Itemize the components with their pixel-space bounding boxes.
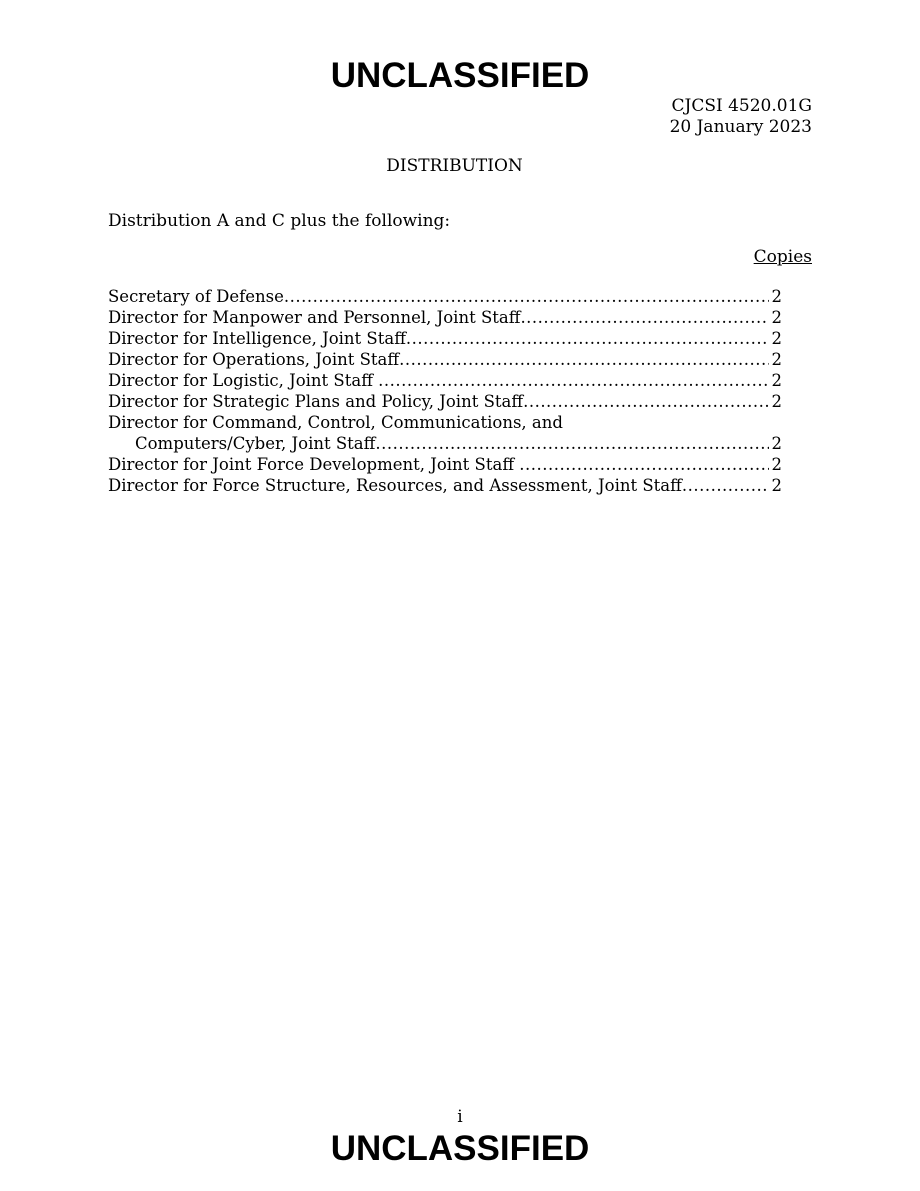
distribution-recipient: Secretary of Defense xyxy=(108,287,284,306)
distribution-row xyxy=(108,391,782,412)
classification-banner-top: UNCLASSIFIED xyxy=(330,56,590,95)
leader-dots xyxy=(520,307,768,328)
distribution-copies: 2 xyxy=(771,455,782,474)
distribution-copies: 2 xyxy=(771,350,782,369)
distribution-recipient: Director for Joint Force Development, Joint Staff xyxy=(108,455,520,474)
distribution-copies: 2 xyxy=(771,371,782,390)
distribution-recipient: Director for Operations, Joint Staff xyxy=(108,350,400,369)
distribution-recipient: Director for Strategic Plans and Policy, Joint Staff xyxy=(108,392,524,411)
distribution-recipient: Director for Intelligence, Joint Staff xyxy=(108,329,406,348)
document-number: CJCSI 4520.01G xyxy=(671,96,812,116)
distribution-recipient-line1: Director for Command, Control, Communications, and xyxy=(108,413,563,432)
distribution-row xyxy=(108,475,782,496)
distribution-recipient: Director for Logistic, Joint Staff xyxy=(108,371,379,390)
distribution-copies: 2 xyxy=(771,308,782,327)
distribution-recipient: Director for Force Structure, Resources, and Assessment, Joint Staff xyxy=(108,476,682,495)
leader-dots xyxy=(682,475,769,496)
distribution-copies: 2 xyxy=(771,329,782,348)
document-date: 20 January 2023 xyxy=(669,117,812,137)
distribution-intro: Distribution A and C plus the following: xyxy=(108,211,451,231)
leader-dots xyxy=(378,370,768,391)
distribution-row xyxy=(108,454,782,475)
leader-dots xyxy=(375,433,768,454)
copies-column-header: Copies xyxy=(753,247,812,267)
leader-dots xyxy=(406,328,769,349)
distribution-copies: 2 xyxy=(771,476,782,495)
distribution-row xyxy=(108,286,782,307)
distribution-copies: 2 xyxy=(771,434,782,453)
classification-banner-bottom: UNCLASSIFIED xyxy=(330,1129,590,1168)
distribution-row xyxy=(108,328,782,349)
page-number: i xyxy=(457,1107,463,1127)
distribution-list xyxy=(108,286,782,496)
distribution-copies: 2 xyxy=(771,392,782,411)
leader-dots xyxy=(284,286,769,307)
document-header xyxy=(670,96,812,138)
distribution-row xyxy=(108,370,782,391)
distribution-copies: 2 xyxy=(771,287,782,306)
distribution-recipient-line2: Computers/Cyber, Joint Staff xyxy=(135,434,376,453)
leader-dots xyxy=(399,349,768,370)
distribution-recipient: Director for Manpower and Personnel, Joint Staff xyxy=(108,308,521,327)
distribution-row xyxy=(108,412,782,454)
distribution-row xyxy=(108,349,782,370)
leader-dots xyxy=(523,391,768,412)
distribution-row xyxy=(108,307,782,328)
section-title: DISTRIBUTION xyxy=(386,156,523,176)
leader-dots xyxy=(519,454,768,475)
